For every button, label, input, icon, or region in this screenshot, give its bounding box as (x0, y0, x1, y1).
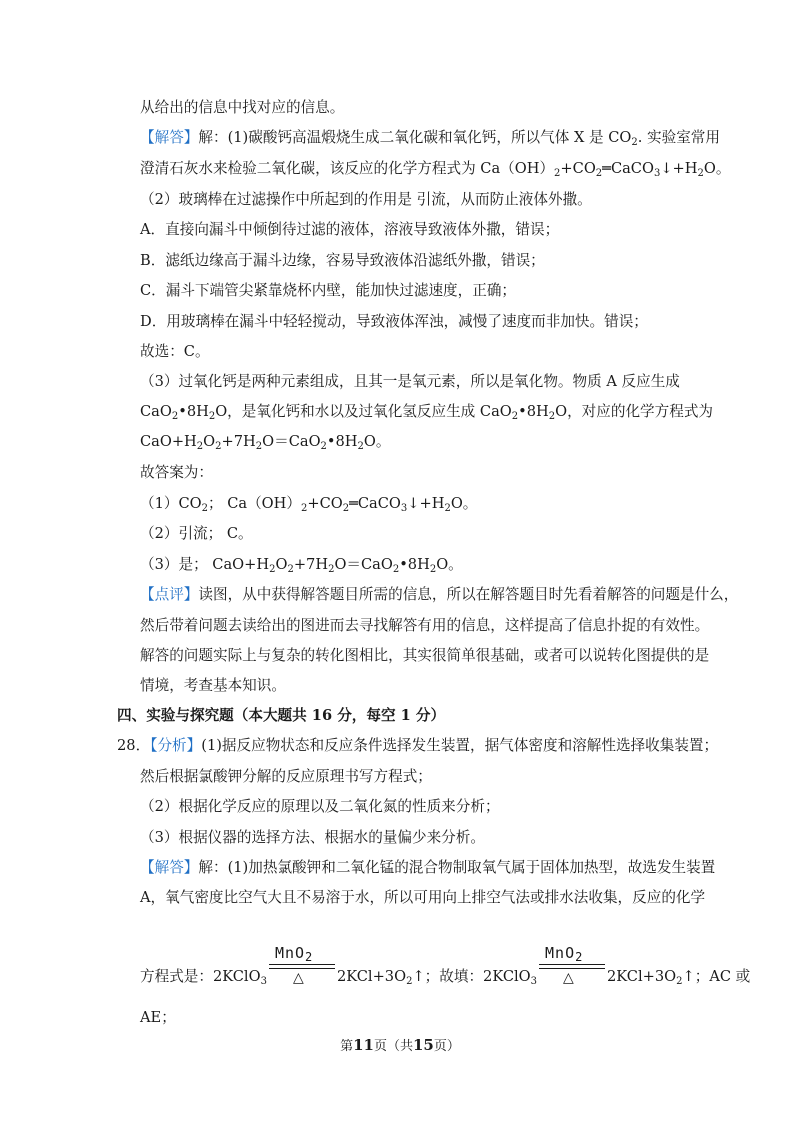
text: +7H (221, 433, 256, 450)
text: （2）玻璃棒在过滤操作中所起到的作用是 引流，从而防止液体外撒。 (140, 191, 592, 208)
text-line (140, 342, 210, 362)
equation-line (140, 945, 750, 987)
text: •8H (178, 403, 209, 420)
subscript: 2 (511, 411, 519, 422)
catalyst-text: MnO (545, 944, 576, 962)
text: （2）根据化学反应的原理以及二氧化氮的性质来分析； (140, 798, 500, 815)
total-pages: 15 (413, 1036, 434, 1054)
text: CaO (140, 403, 172, 420)
text-line (140, 312, 648, 332)
text: ═CaCO (602, 160, 654, 177)
reaction-condition (269, 944, 335, 986)
subscript: 2 (269, 564, 276, 575)
text: +7H (293, 556, 329, 573)
text: B．滤纸边缘高于漏斗边缘，容易导致液体沿滤纸外撒，错误； (140, 252, 545, 269)
text: O。 (436, 556, 463, 573)
analysis-tag: 【分析】 (150, 737, 202, 754)
subscript: 2 (575, 950, 584, 964)
text: O (275, 556, 288, 573)
text: ； Ca（OH） (207, 495, 301, 512)
text: D．用玻璃棒在漏斗中轻轻搅动，导致液体浑浊，减慢了速度而非加快。错误； (140, 313, 648, 330)
text-line (140, 159, 730, 179)
catalyst-text: MnO (274, 944, 306, 962)
text-line (140, 676, 286, 696)
heat-symbol: △ (292, 970, 304, 986)
text: C．漏斗下端管尖紧靠烧杯内壁，能加快过滤速度，正确； (140, 282, 517, 299)
text: 澄清石灰水来检验二氧化碳，该反应的化学方程式为 Ca（OH） (140, 160, 555, 177)
text: 解：(1)碳酸钙高温煅烧生成二氧化碳和氧化钙，所以气体 X 是 CO (198, 129, 632, 146)
text: ↑；AC 或 (682, 968, 751, 985)
subscript: 3 (260, 976, 267, 987)
text: 解答的问题实际上与复杂的转化图相比，其实很简单很基础，或者可以说转化图提供的是 (140, 647, 710, 664)
text: AE； (140, 1009, 176, 1026)
text-line (140, 555, 463, 575)
text: +CO (307, 495, 343, 512)
text-line (140, 585, 738, 605)
text: 情境，考查基本知识。 (140, 677, 286, 694)
subscript: 2 (171, 411, 179, 422)
text: 故答案为： (140, 464, 213, 481)
text-line (140, 858, 715, 878)
text: ↓+H (407, 495, 445, 512)
text-line (140, 402, 713, 422)
heat-symbol: △ (563, 970, 574, 986)
subscript: 2 (676, 976, 683, 987)
text: 解：(1)加热氯酸钾和二氧化锰的混合物制取氧气属于固体加热型，故选发生装置 (198, 859, 716, 876)
text: 四、实验与探究题（本大题共 16 分，每空 1 分） (117, 707, 446, 724)
catalyst-label (545, 943, 583, 963)
text: （3）是； CaO+H (140, 556, 270, 573)
text: •8H (518, 403, 549, 420)
text-line (140, 251, 545, 271)
text: 故选：C。 (140, 343, 210, 360)
subscript: 2 (201, 503, 208, 514)
subscript: 2 (554, 168, 561, 179)
text: . 实验室常用 (637, 129, 720, 146)
subscript: 2 (196, 441, 204, 452)
subscript: 2 (392, 564, 400, 575)
text: 读图，从中获得解答题目所需的信息，所以在解答题目时先看着解答的问题是什么， (198, 586, 739, 603)
text-line (140, 524, 253, 544)
subscript: 2 (548, 411, 556, 422)
answer-tag: 【解答】 (140, 129, 199, 146)
subscript: 2 (300, 503, 308, 514)
text: （2）引流； C。 (140, 525, 253, 542)
text: 方程式是：2KClO (140, 968, 261, 985)
text-line (117, 736, 718, 756)
text-line (140, 646, 709, 666)
reaction-condition (539, 944, 605, 986)
text: ═CaCO (349, 495, 401, 512)
text-line (140, 281, 516, 301)
text: ↓+H (660, 160, 698, 177)
text: A．直接向漏斗中倾倒待过滤的液体，溶液导致液体外撒，错误； (140, 221, 560, 238)
text: O，是氧化钙和水以及过氧化氢反应生成 CaO (215, 403, 512, 420)
text: O，对应的化学方程式为 (555, 403, 714, 420)
footer-text: 页） (433, 1039, 460, 1054)
footer-text: 页（共 (373, 1039, 413, 1054)
text-line (140, 463, 213, 483)
text-line (140, 98, 344, 118)
text: 然后根据氯酸钾分解的反应原理书写方程式； (140, 768, 432, 785)
text-line (140, 797, 500, 817)
subscript: 3 (530, 976, 538, 987)
text: 然后带着问题去读给出的图进而去寻找解答有用的信息，这样提高了信息扑捉的有效性。 (140, 617, 710, 634)
subscript: 2 (320, 441, 327, 452)
text-line (140, 828, 485, 848)
text-line (140, 767, 432, 787)
text: •8H (399, 556, 430, 573)
subscript: 2 (342, 503, 350, 514)
text: （3）过氧化钙是两种元素组成，且其一是氧元素，所以是氧化物。物质 A 反应生成 (140, 373, 680, 390)
text: CaO+H (140, 433, 197, 450)
comment-tag: 【点评】 (140, 586, 199, 603)
subscript: 2 (328, 564, 335, 575)
section-heading (117, 706, 445, 726)
subscript: 2 (215, 441, 222, 452)
text-line (140, 1008, 176, 1028)
subscript: 3 (653, 168, 661, 179)
text: +CO (560, 160, 596, 177)
catalyst-label (275, 943, 313, 963)
subscript: 2 (287, 564, 294, 575)
text: •8H (326, 433, 358, 450)
text: A，氧气密度比空气大且不易溶于水，所以可用向上排空气法或排水法收集，反应的化学 (140, 889, 706, 906)
text-line (140, 190, 592, 210)
subscript: 2 (429, 564, 437, 575)
subscript: 2 (208, 411, 216, 422)
footer-text: 第 (340, 1039, 354, 1054)
text-line (140, 432, 390, 452)
text-line (140, 220, 559, 240)
text: O＝CaO (262, 433, 321, 450)
subscript: 2 (697, 168, 704, 179)
text: O (203, 433, 216, 450)
subscript: 2 (595, 168, 603, 179)
subscript: 2 (444, 503, 451, 514)
text: O＝CaO (334, 556, 393, 573)
text-line (140, 494, 477, 514)
text: O。 (363, 433, 391, 450)
text-line (140, 616, 709, 636)
answer-tag: 【解答】 (140, 859, 199, 876)
text: ↑；故填：2KClO (412, 968, 531, 985)
text-line (140, 888, 705, 908)
text: (1)据反应物状态和反应条件选择发生装置，据气体密度和溶解性选择收集装置； (201, 737, 719, 754)
text: 2KCl+3O (607, 968, 677, 985)
subscript: 2 (255, 441, 263, 452)
subscript: 3 (400, 503, 408, 514)
text: O。 (450, 495, 478, 512)
text: （1）CO (140, 495, 202, 512)
text: 从给出的信息中找对应的信息。 (140, 99, 345, 116)
text: 2KCl+3O (336, 968, 407, 985)
subscript: 2 (631, 137, 638, 148)
text: O。 (703, 160, 731, 177)
subscript: 2 (357, 441, 364, 452)
page-footer (0, 1035, 800, 1054)
text-line (140, 372, 680, 392)
page-number: 11 (353, 1036, 374, 1054)
subscript: 2 (406, 976, 413, 987)
text: （3）根据仪器的选择方法、根据水的量偏少来分析。 (140, 829, 485, 846)
text-line (140, 128, 720, 148)
question-number: 28． (117, 737, 151, 754)
subscript: 2 (305, 950, 314, 964)
